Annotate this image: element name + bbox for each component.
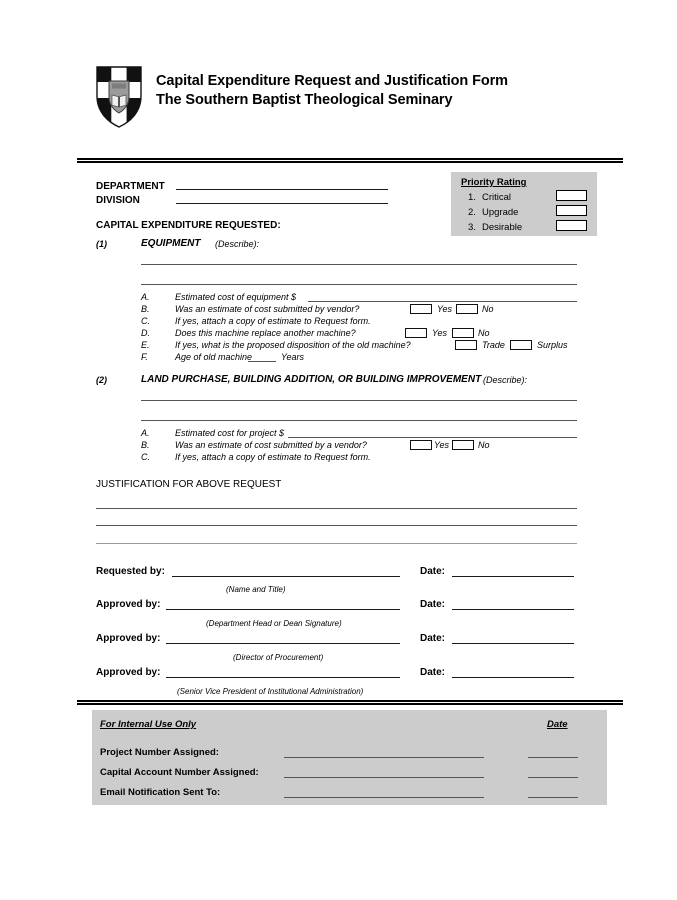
requested-by-label: Requested by: — [96, 566, 165, 577]
section-1-item-c-text: If yes, attach a copy of estimate to Request form. — [175, 316, 371, 326]
priority-rating-heading: Priority Rating — [461, 177, 527, 188]
project-number-label: Project Number Assigned: — [100, 747, 219, 758]
project-vendor-estimate-yes-label: Yes — [434, 440, 450, 450]
equipment-vendor-estimate-no-label: No — [482, 304, 494, 314]
section-1-item-f-letter: F. — [141, 352, 148, 362]
requested-by-date-label: Date: — [420, 566, 446, 577]
capital-account-number-input-line[interactable] — [284, 777, 484, 778]
priority-option-critical — [468, 192, 511, 203]
priority-rating-panel — [451, 172, 597, 236]
priority-option-number: 1. — [468, 192, 476, 203]
section-2-number: (2) — [96, 375, 107, 385]
approved-by-2-date-label: Date: — [420, 633, 446, 644]
project-number-input-line[interactable] — [284, 757, 484, 758]
section-1-item-a-text: Estimated cost of equipment $ — [175, 292, 297, 302]
section-1-item-d-letter: D. — [141, 328, 150, 338]
priority-checkbox-critical[interactable] — [556, 190, 587, 201]
email-notification-input-line[interactable] — [284, 797, 484, 798]
equipment-vendor-estimate-yes-label: Yes — [437, 304, 453, 314]
section-2-item-b-letter: B. — [141, 440, 150, 450]
approved-by-3-signature-line[interactable] — [166, 677, 400, 678]
section-2-title: LAND PURCHASE, BUILDING ADDITION, OR BUILDING IMPROVEMENT — [141, 374, 482, 385]
priority-option-upgrade — [468, 207, 518, 218]
division-input-line[interactable] — [176, 203, 388, 204]
approved-by-3-label: Approved by: — [96, 667, 161, 678]
justification-line-2[interactable] — [96, 525, 577, 526]
internal-use-date-heading: Date — [547, 719, 568, 730]
section-1-item-d-text: Does this machine replace another machine? — [175, 328, 356, 338]
section-1-item-e-letter: E. — [141, 340, 150, 350]
capital-expenditure-heading: CAPITAL EXPENDITURE REQUESTED: — [96, 220, 281, 231]
section-1-item-c-letter: C. — [141, 316, 150, 326]
equipment-replaces-machine-no-checkbox[interactable] — [452, 328, 474, 338]
capital-account-number-label: Capital Account Number Assigned: — [100, 767, 259, 778]
disposition-trade-checkbox[interactable] — [455, 340, 477, 350]
approved-by-2-label: Approved by: — [96, 633, 161, 644]
justification-heading: JUSTIFICATION FOR ABOVE REQUEST — [96, 479, 282, 490]
section-1-item-b-text: Was an estimate of cost submitted by vendor? — [175, 304, 360, 314]
division-label: DIVISION — [96, 195, 140, 206]
internal-use-heading: For Internal Use Only — [100, 719, 197, 730]
section-1-item-f-text: Age of old machine — [175, 352, 253, 362]
priority-checkbox-upgrade[interactable] — [556, 205, 587, 216]
project-vendor-estimate-yes-checkbox[interactable] — [410, 440, 432, 450]
equipment-cost-input-line[interactable] — [308, 301, 577, 302]
section-2-describe: (Describe): — [483, 375, 528, 385]
equipment-age-years-label: Years — [281, 352, 305, 362]
approved-by-1-caption: (Department Head or Dean Signature) — [206, 619, 342, 628]
approved-by-3-date-line[interactable] — [452, 677, 574, 678]
section-2-item-c-text: If yes, attach a copy of estimate to Request form. — [175, 452, 371, 462]
priority-option-desirable — [468, 222, 522, 233]
section-1-number: (1) — [96, 239, 107, 249]
capital-account-number-date-line[interactable] — [528, 777, 578, 778]
section-2-description-line-1[interactable] — [141, 400, 577, 401]
approved-by-2-signature-line[interactable] — [166, 643, 400, 644]
section-1-describe: (Describe): — [215, 239, 260, 249]
requested-by-date-line[interactable] — [452, 576, 574, 577]
priority-option-label: Upgrade — [482, 207, 519, 218]
section-2-item-c-letter: C. — [141, 452, 150, 462]
section-1-description-line-2[interactable] — [141, 284, 577, 285]
section-2-item-b-text: Was an estimate of cost submitted by a vendor? — [175, 440, 367, 450]
equipment-replaces-machine-no-label: No — [478, 328, 490, 338]
project-number-date-line[interactable] — [528, 757, 578, 758]
disposition-surplus-label: Surplus — [537, 340, 568, 350]
justification-line-3[interactable] — [96, 543, 577, 544]
department-input-line[interactable] — [176, 189, 388, 190]
approved-by-1-date-label: Date: — [420, 599, 446, 610]
equipment-replaces-machine-yes-label: Yes — [432, 328, 448, 338]
section-2-item-a-letter: A. — [141, 428, 150, 438]
project-vendor-estimate-no-checkbox[interactable] — [452, 440, 474, 450]
approved-by-3-caption: (Senior Vice President of Institutional Administration) — [177, 687, 364, 696]
equipment-replaces-machine-yes-checkbox[interactable] — [405, 328, 427, 338]
disposition-surplus-checkbox[interactable] — [510, 340, 532, 350]
section-1-item-b-letter: B. — [141, 304, 150, 314]
approved-by-2-caption: (Director of Procurement) — [233, 653, 324, 662]
page-title-line-2: The Southern Baptist Theological Seminary — [156, 92, 453, 108]
project-vendor-estimate-no-label: No — [478, 440, 490, 450]
approved-by-1-date-line[interactable] — [452, 609, 574, 610]
approved-by-1-signature-line[interactable] — [166, 609, 400, 610]
department-label: DEPARTMENT — [96, 181, 165, 192]
form-header — [96, 66, 508, 128]
divider-top — [77, 158, 623, 163]
project-cost-input-line[interactable] — [288, 437, 577, 438]
email-notification-date-line[interactable] — [528, 797, 578, 798]
priority-option-label: Desirable — [482, 222, 523, 233]
equipment-vendor-estimate-yes-checkbox[interactable] — [410, 304, 432, 314]
approved-by-2-date-line[interactable] — [452, 643, 574, 644]
section-1-description-line-1[interactable] — [141, 264, 577, 265]
priority-checkbox-desirable[interactable] — [556, 220, 587, 231]
equipment-age-input-line[interactable] — [248, 361, 276, 362]
section-2-item-a-text: Estimated cost for project $ — [175, 428, 285, 438]
internal-use-panel — [92, 710, 607, 805]
equipment-vendor-estimate-no-checkbox[interactable] — [456, 304, 478, 314]
approved-by-1-label: Approved by: — [96, 599, 161, 610]
section-1-title: EQUIPMENT — [141, 238, 201, 249]
requested-by-signature-line[interactable] — [172, 576, 400, 577]
priority-option-number: 3. — [468, 222, 476, 233]
priority-option-number: 2. — [468, 207, 476, 218]
priority-option-label: Critical — [482, 192, 512, 203]
section-2-description-line-2[interactable] — [141, 420, 577, 421]
justification-line-1[interactable] — [96, 508, 577, 509]
seminary-crest-icon — [96, 66, 142, 128]
page-title-line-1: Capital Expenditure Request and Justification Form — [156, 73, 508, 89]
approved-by-3-date-label: Date: — [420, 667, 446, 678]
requested-by-caption: (Name and Title) — [226, 585, 286, 594]
disposition-trade-label: Trade — [482, 340, 505, 350]
divider-bottom — [77, 700, 623, 705]
section-1-item-e-text: If yes, what is the proposed disposition of the old machine? — [175, 340, 411, 350]
section-1-item-a-letter: A. — [141, 292, 150, 302]
email-notification-label: Email Notification Sent To: — [100, 787, 221, 798]
